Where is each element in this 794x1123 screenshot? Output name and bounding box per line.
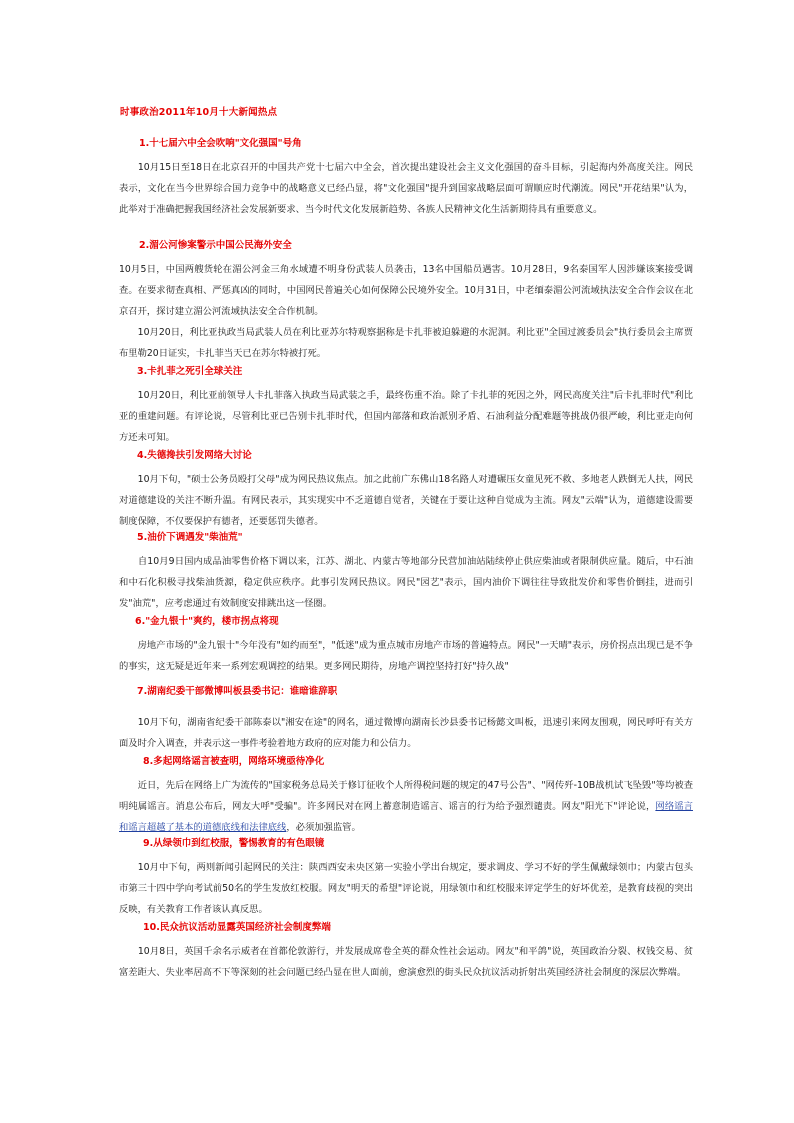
news-section-3 — [119, 366, 693, 448]
section-heading: 4.失德搀扶引发网络大讨论 — [137, 450, 252, 461]
section-paragraph: 房地产市场的"金九银十"今年没有"如约而至"，"低迷"成为重点城市房地产市场的普遍特点。网民"一天晴"表示，房价拐点出现已是不争的事实，这无疑是近年来一系列宏观调控的结果。更多网民期待，房地产调控坚持打好"持久战" — [119, 640, 693, 672]
section-heading: 3.卡扎菲之死引全球关注 — [137, 366, 243, 377]
document-title: 时事政治2011年10月十大新闻热点 — [120, 107, 278, 118]
news-section-10 — [119, 922, 693, 983]
rumor-link[interactable]: 网络谣言和谣言超越了基本的道德底线和法律底线 — [119, 801, 693, 833]
section-heading: 10.民众抗议活动显露英国经济社会制度弊端 — [143, 922, 331, 933]
news-section-1 — [119, 138, 693, 220]
section-heading: 8.多起网络谣言被查明，网络环境亟待净化 — [143, 756, 325, 767]
paragraph-text-after-link: ，必须加强监管。 — [286, 822, 361, 833]
section-paragraph: 10月下旬，"硕士公务员殴打父母"成为网民热议焦点。加之此前广东佛山18名路人对遭碾压女童见死不救、多地老人跌倒无人扶，网民对道德建设的关注不断升温。有网民表示，其实现实中不乏道德自觉者，关键在于要让这种自觉成为主流。网友"云端"认为，道德建设需要制度保障，不仅要保护有德者，还要惩罚失德者。 — [119, 474, 693, 527]
section-paragraph — [119, 775, 693, 838]
news-section-2 — [119, 240, 693, 364]
section-heading: 9.从绿领巾到红校服，警惕教育的有色眼镜 — [143, 838, 325, 849]
news-section-7 — [119, 686, 693, 754]
section-paragraph: 10月15日至18日在北京召开的中国共产党十七届六中全会，首次提出建设社会主义文化强国的奋斗目标，引起海内外高度关注。网民表示，文化在当今世界综合国力竞争中的战略意义已经凸显，将"文化强国"提升到国家战略层面可谓顺应时代潮流。网民"开花结果"认为，此举对于准确把握我国经济社会发展新要求、当今时代文化发展新趋势、各族人民精神文化生活新期待具有重要意义。 — [119, 162, 693, 215]
news-section-5 — [119, 532, 693, 614]
news-section-8 — [119, 756, 693, 838]
section-paragraph: 10月20日，利比亚前领导人卡扎菲落入执政当局武装之手，最终伤重不治。除了卡扎菲的死因之外，网民高度关注"后卡扎菲时代"利比亚的重建问题。有评论说，尽管利比亚已告别卡扎菲时代，但国内部落和政治派别矛盾、石油利益分配难题等挑战仍很严峻，利比亚走向何方还未可知。 — [119, 390, 693, 443]
section-heading: 1.十七届六中全会吹响"文化强国"号角 — [139, 138, 302, 149]
news-section-9 — [119, 838, 693, 920]
section-heading: 5.油价下调遇发"柴油荒" — [137, 532, 243, 543]
section-paragraph: 10月20日，利比亚执政当局武装人员在利比亚苏尔特观察据称是卡扎菲被迫躲避的水泥洞。利比亚"全国过渡委员会"执行委员会主席贾布里勒20日证实，卡扎菲当天已在苏尔特被打死。 — [119, 327, 693, 359]
news-section-4 — [119, 450, 693, 532]
section-paragraph: 10月8日，英国千余名示威者在首都伦敦游行，并发展成席卷全英的群众性社会运动。网友"和平鸽"说，英国政治分裂、权钱交易、贫富差距大、失业率居高不下等深刻的社会问题已经凸显在世人面前，愈演愈烈的街头民众抗议活动折射出英国经济社会制度的深层次弊端。 — [119, 946, 693, 978]
news-section-6 — [119, 616, 693, 677]
section-heading: 6."金九银十"爽约，楼市拐点将现 — [135, 616, 279, 627]
section-paragraph: 10月中下旬，两则新闻引起网民的关注：陕西西安未央区第一实验小学出台规定，要求调皮、学习不好的学生佩戴绿领巾；内蒙古包头市第三十四中学向考试前50名的学生发放红校服。网友"明天的希望"评论说，用绿领巾和红校服来评定学生的好坏优差，是教育歧视的突出反映，有关教育工作者该认真反思。 — [119, 862, 693, 915]
paragraph-text-before-link: 近日，先后在网络上广为流传的"国家税务总局关于修订征收个人所得税问题的规定的47号公告"、"网传歼-10B战机试飞坠毁"等均被查明纯属谣言。消息公布后，网友大呼"受骗"。许多网民对在网上蓄意制造谣言、谣言的行为给予强烈谴责。网友"阳光下"评论说， — [119, 780, 693, 812]
section-heading: 2.湄公河惨案警示中国公民海外安全 — [139, 240, 292, 251]
section-heading: 7.湖南纪委干部微博叫板县委书记：谁暗谁辞职 — [137, 686, 338, 697]
section-paragraph: 自10月9日国内成品油零售价格下调以来，江苏、湖北、内蒙古等地部分民营加油站陆续停止供应柴油或者限制供应量。随后，中石油和中石化积极寻找柴油货源，稳定供应秩序。此事引发网民热议。网民"园艺"表示，国内油价下调往往导致批发价和零售价倒挂，进而引发"油荒"，应考虑通过有效制度安排跳出这一怪圈。 — [119, 556, 693, 609]
section-paragraph: 10月下旬，湖南省纪委干部陈泰以"湘安在途"的网名，通过微博向湖南长沙县委书记杨懿文叫板，迅速引来网友围观，网民呼吁有关方面及时介入调查，并表示这一事件考验着地方政府的应对能力和公信力。 — [119, 717, 693, 749]
section-paragraph: 10月5日，中国两艘货轮在湄公河金三角水域遭不明身份武装人员袭击，13名中国船员遇害。10月28日，9名泰国军人因涉嫌该案接受调查。在要求彻查真相、严惩真凶的同时，中国网民普遍关心如何保障公民境外安全。10月31日，中老缅泰湄公河流域执法安全合作会议在北京召开，探讨建立湄公河流域执法安全合作机制。 — [119, 264, 693, 317]
